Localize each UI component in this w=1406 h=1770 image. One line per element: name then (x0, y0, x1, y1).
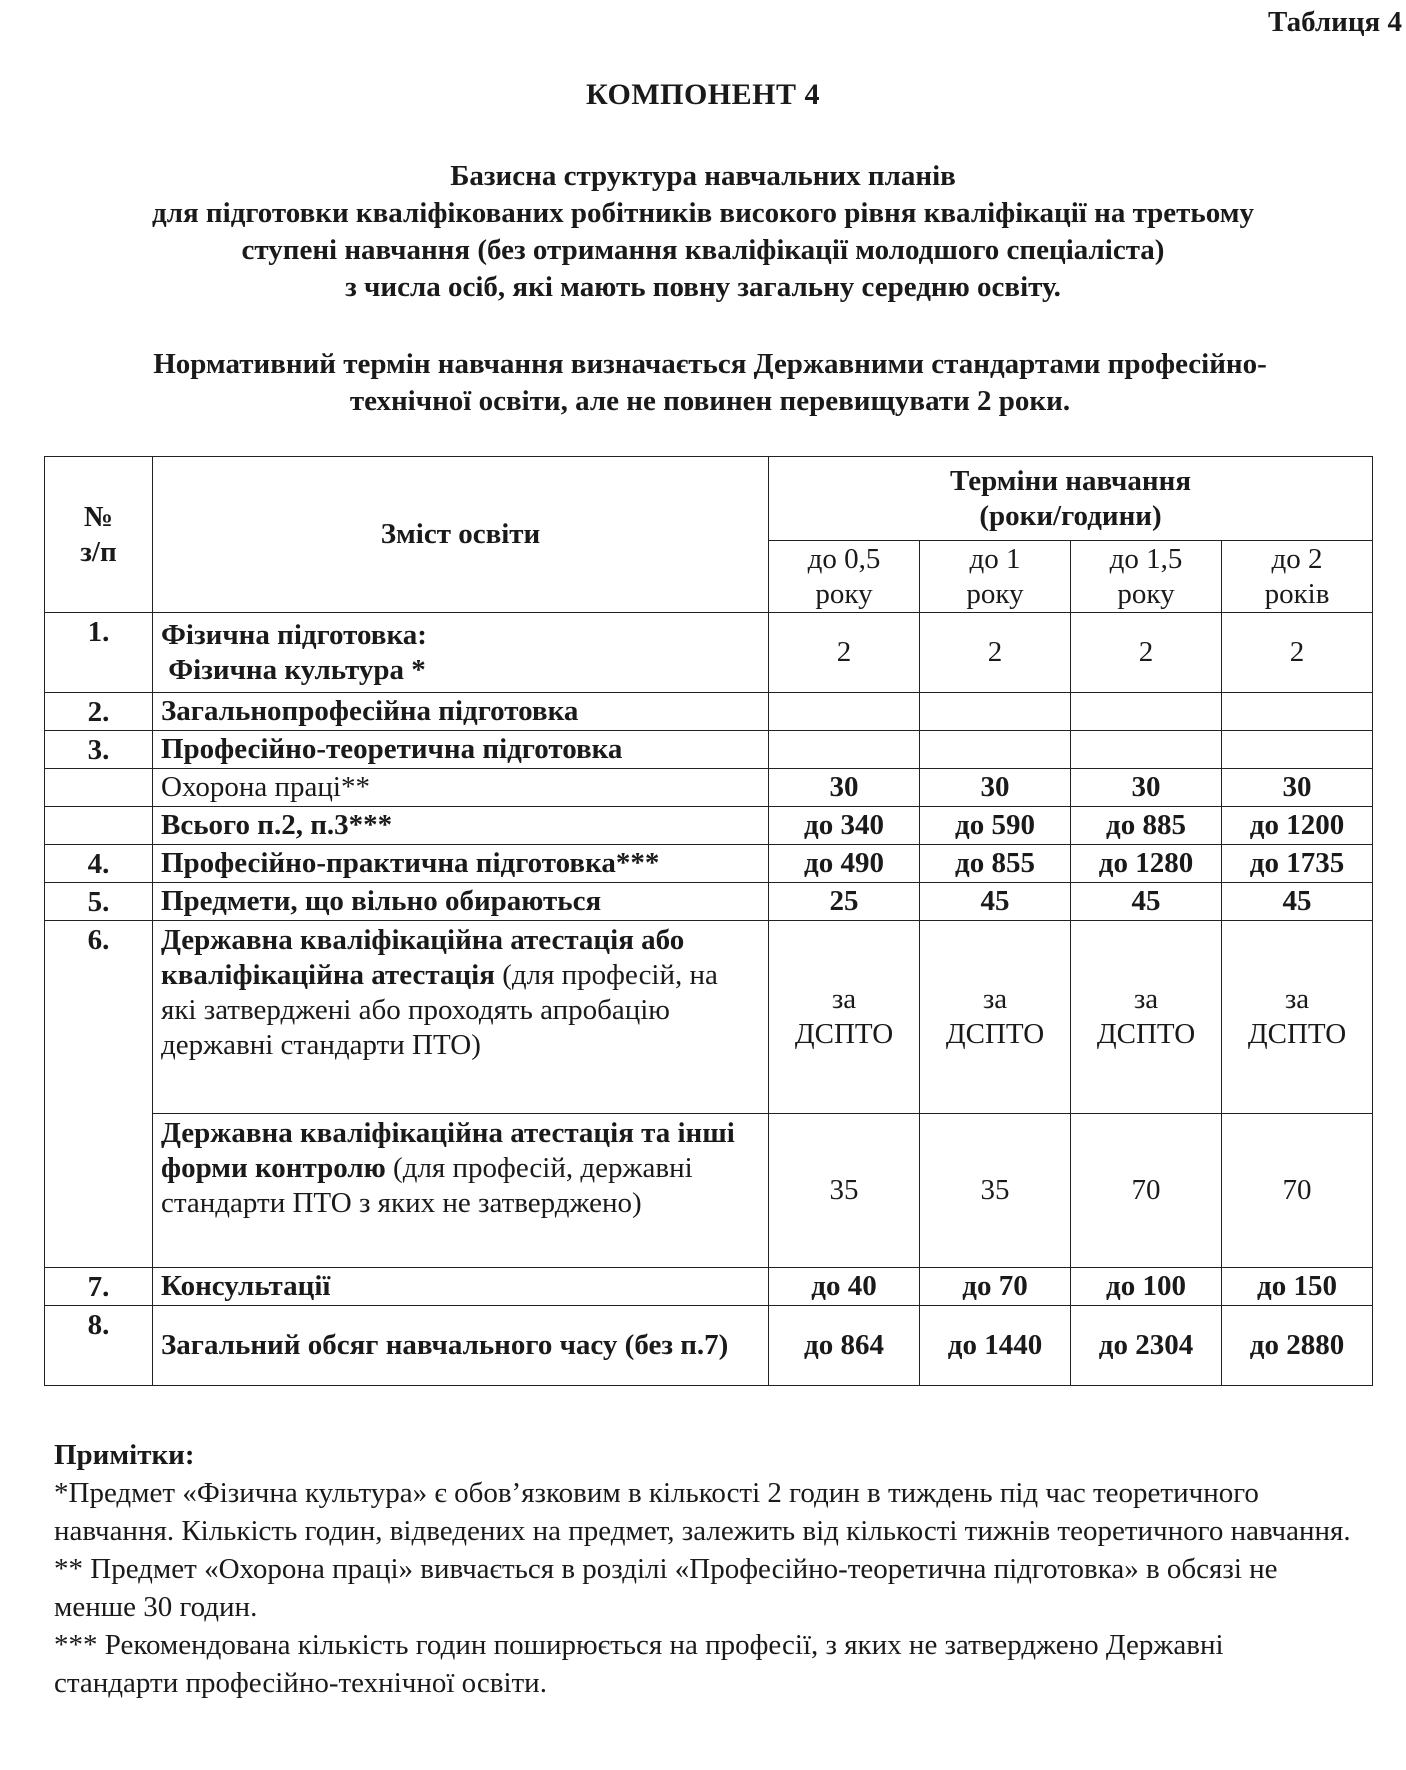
document-subtitle (60, 158, 1346, 306)
row-number: 4. (45, 845, 153, 883)
row-value: за ДСПТО (1222, 921, 1373, 1114)
row-value: 30 (920, 769, 1071, 807)
row-title: Загальний обсяг навчального часу (без п.7) (153, 1306, 769, 1386)
row-value (1222, 693, 1373, 731)
row-value: до 70 (920, 1268, 1071, 1306)
row-value: до 100 (1071, 1268, 1222, 1306)
row-number: 7. (45, 1268, 153, 1306)
row-number: 3. (45, 731, 153, 769)
row-value: 45 (1222, 883, 1373, 921)
component-title: КОМПОНЕНТ 4 (585, 78, 820, 111)
row-title-line: Фізична культура * (161, 653, 426, 686)
notes-section (54, 1436, 1354, 1702)
row-title-rest: (для професій, державні стандарти ПТО з яких не затверджено) (161, 1152, 693, 1219)
row-value (769, 693, 920, 731)
row-value: за ДСПТО (920, 921, 1071, 1114)
row-value: 35 (769, 1114, 920, 1268)
row-value: 45 (1071, 883, 1222, 921)
table-row (45, 845, 1373, 883)
row-title: Предмети, що вільно обираються (153, 883, 769, 921)
row-value: 70 (1071, 1114, 1222, 1268)
row-number: 6. (45, 921, 153, 1268)
table-row (45, 693, 1373, 731)
row-number (45, 769, 153, 807)
header-content: Зміст освіти (153, 457, 769, 613)
row-title-line: Фізична підготовка: (161, 618, 427, 651)
notes-title: Примітки: (54, 1439, 195, 1471)
row-value: до 590 (920, 807, 1071, 845)
duration-line: Нормативний термін навчання визначається Державними стандартами професійно- (153, 348, 1267, 380)
row-value: до 1440 (920, 1306, 1071, 1386)
row-value: до 150 (1222, 1268, 1373, 1306)
table-header-row (45, 457, 1373, 541)
row-value: до 340 (769, 807, 920, 845)
row-value: 30 (1071, 769, 1222, 807)
subtitle-line: ступені навчання (без отримання кваліфікації молодшого спеціаліста) (241, 234, 1165, 266)
row-value (769, 731, 920, 769)
table-row (45, 807, 1373, 845)
row-value: 30 (769, 769, 920, 807)
row-value: до 1735 (1222, 845, 1373, 883)
table-number-label: Таблиця 4 (1267, 6, 1402, 38)
table-row (45, 921, 1373, 1114)
row-value: до 864 (769, 1306, 920, 1386)
row-number (45, 807, 153, 845)
row-value: до 855 (920, 845, 1071, 883)
row-value (1071, 693, 1222, 731)
table-row (45, 769, 1373, 807)
row-value (920, 731, 1071, 769)
table-row (45, 1306, 1373, 1386)
row-title: Всього п.2, п.3*** (153, 807, 769, 845)
row-value: 70 (1222, 1114, 1373, 1268)
row-value (920, 693, 1071, 731)
row-title (153, 921, 769, 1114)
row-value: 2 (769, 613, 920, 693)
row-number: 5. (45, 883, 153, 921)
subtitle-line: з числа осіб, які мають повну загальну середню освіту. (345, 271, 1061, 303)
table-row (45, 613, 1373, 693)
row-title-bold: Державна кваліфікаційна атестація та інші форми контролю (161, 1117, 735, 1184)
curriculum-table (44, 456, 1373, 1386)
duration-line: технічної освіти, але не повинен перевищувати 2 роки. (349, 385, 1071, 417)
row-value: до 1280 (1071, 845, 1222, 883)
row-number: 1. (45, 613, 153, 693)
row-number: 2. (45, 693, 153, 731)
header-term-3: до 2 років (1222, 541, 1373, 613)
header-terms: Терміни навчання (роки/години) (769, 457, 1373, 541)
row-number: 8. (45, 1306, 153, 1386)
row-title (153, 613, 769, 693)
row-value: 2 (920, 613, 1071, 693)
note-item: ** Предмет «Охорона праці» вивчається в розділі «Професійно-теоретична підготовка» в обсязі не менше 30 годин. (54, 1553, 1278, 1623)
row-title: Охорона праці** (153, 769, 769, 807)
row-value: до 885 (1071, 807, 1222, 845)
row-value: 25 (769, 883, 920, 921)
table-row (45, 1268, 1373, 1306)
row-value: до 1200 (1222, 807, 1373, 845)
row-value: 35 (920, 1114, 1071, 1268)
table-row (45, 883, 1373, 921)
row-value: до 40 (769, 1268, 920, 1306)
study-duration-statement (60, 346, 1360, 420)
row-title (153, 1114, 769, 1268)
row-value: за ДСПТО (1071, 921, 1222, 1114)
row-title: Професійно-теоретична підготовка (153, 731, 769, 769)
row-title: Професійно-практична підготовка*** (153, 845, 769, 883)
row-value: до 490 (769, 845, 920, 883)
subtitle-line: для підготовки кваліфікованих робітників високого рівня кваліфікації на третьому (152, 197, 1254, 229)
row-value: за ДСПТО (769, 921, 920, 1114)
note-item: *Предмет «Фізична культура» є обов’язковим в кількості 2 годин в тиждень під час теоретичного навчання. Кількість годин, відведених на предмет, залежить від кількості тижнів теоретичного навчання. (54, 1477, 1351, 1547)
row-value: 2 (1071, 613, 1222, 693)
row-value (1071, 731, 1222, 769)
row-value: до 2304 (1071, 1306, 1222, 1386)
row-title: Загальнопрофесійна підготовка (153, 693, 769, 731)
header-term-1: до 1 року (920, 541, 1071, 613)
row-title-rest: (для професій, на які затверджені або проходять апробацію державні стандарти ПТО) (161, 959, 718, 1061)
row-value: 30 (1222, 769, 1373, 807)
row-title-bold: Державна кваліфікаційна атестація або кваліфікаційна атестація (161, 924, 685, 991)
note-item: *** Рекомендована кількість годин поширюється на професії, з яких не затверджено Державні стандарти професійно-технічної освіти. (54, 1629, 1224, 1699)
row-value (1222, 731, 1373, 769)
header-number: № з/п (45, 457, 153, 613)
row-value: до 2880 (1222, 1306, 1373, 1386)
table-row (45, 731, 1373, 769)
subtitle-line: Базисна структура навчальних планів (450, 160, 956, 192)
row-value: 45 (920, 883, 1071, 921)
table-row (45, 1114, 1373, 1268)
row-value: 2 (1222, 613, 1373, 693)
header-term-0: до 0,5 року (769, 541, 920, 613)
row-title: Консультації (153, 1268, 769, 1306)
header-term-2: до 1,5 року (1071, 541, 1222, 613)
